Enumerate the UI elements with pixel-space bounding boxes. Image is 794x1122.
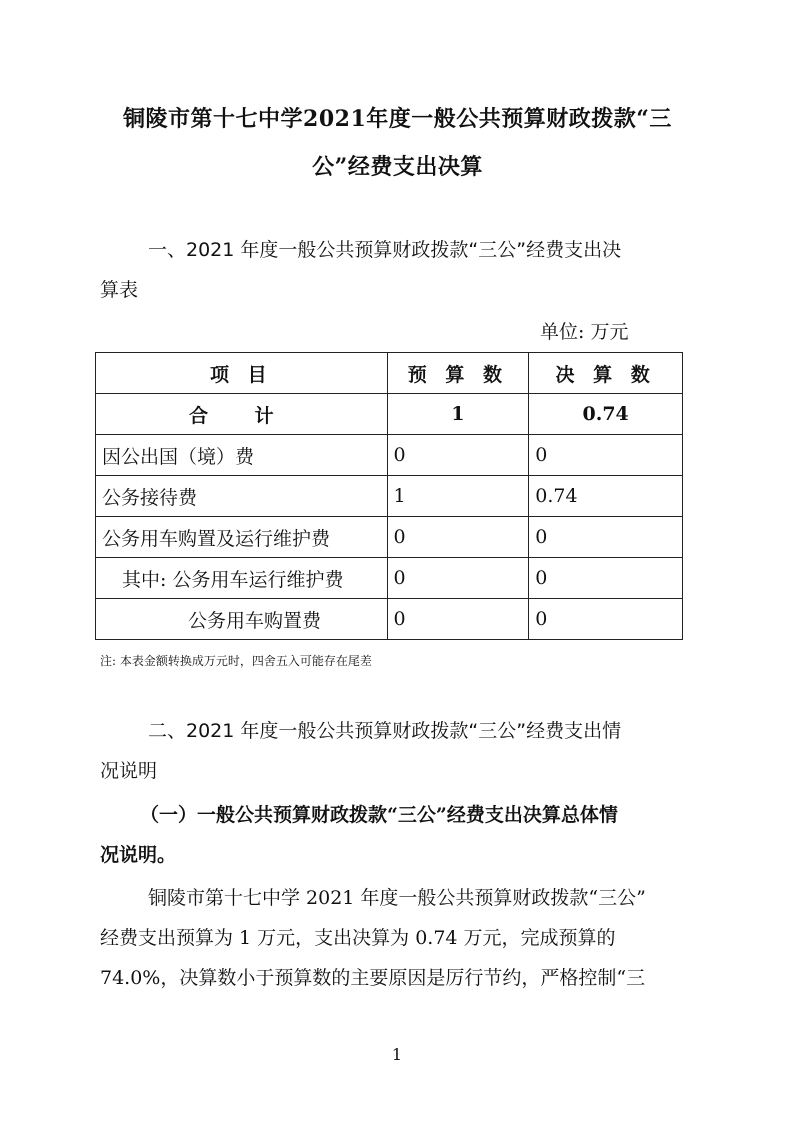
row-label: 公务用车购置及运行维护费 xyxy=(96,517,388,558)
row-actual: 0 xyxy=(529,599,683,640)
paragraph-1-line-3: 74.0%，决算数小于预算数的主要原因是厉行节约，严格控制“三 xyxy=(100,967,646,989)
section-1-heading xyxy=(100,230,700,310)
subsection-1-heading-line-1: （一）一般公共预算财政拨款“三公”经费支出决算总体情 xyxy=(140,804,618,826)
total-budget: 1 xyxy=(387,394,529,435)
table-note: 注: 本表金额转换成万元时，四舍五入可能存在尾差 xyxy=(100,654,372,668)
section-1-heading-line-1: 一、2021 年度一般公共预算财政拨款“三公”经费支出决 xyxy=(148,239,622,261)
row-label: 其中: 公务用车运行维护费 xyxy=(96,558,388,599)
table-total-row xyxy=(96,394,683,435)
header-actual: 决 算 数 xyxy=(529,353,683,394)
title-line-1: 铜陵市第十七中学2021年度一般公共预算财政拨款“三 xyxy=(123,106,672,132)
section-1-heading-line-2: 算表 xyxy=(100,279,139,301)
paragraph-1 xyxy=(100,878,700,998)
unit-label: 单位: 万元 xyxy=(540,321,629,343)
table-row xyxy=(96,558,683,599)
row-actual: 0 xyxy=(529,435,683,476)
subsection-1-heading-line-2: 况说明。 xyxy=(100,844,177,866)
header-item: 项 目 xyxy=(96,353,388,394)
row-actual: 0 xyxy=(529,517,683,558)
paragraph-1-line-1: 铜陵市第十七中学 2021 年度一般公共预算财政拨款“三公” xyxy=(148,887,646,909)
total-label: 合 计 xyxy=(96,394,388,435)
row-budget: 0 xyxy=(387,558,529,599)
table-row xyxy=(96,517,683,558)
row-label: 因公出国（境）费 xyxy=(96,435,388,476)
subsection-1-heading xyxy=(100,795,700,875)
row-label: 公务接待费 xyxy=(96,476,388,517)
table-row xyxy=(96,476,683,517)
table-row xyxy=(96,435,683,476)
paragraph-1-line-2: 经费支出预算为 1 万元，支出决算为 0.74 万元，完成预算的 xyxy=(100,927,616,949)
document-title xyxy=(95,95,700,191)
row-label: 公务用车购置费 xyxy=(96,599,388,640)
header-budget: 预 算 数 xyxy=(387,353,529,394)
section-2-heading xyxy=(100,711,700,791)
row-actual: 0 xyxy=(529,558,683,599)
table-header-row xyxy=(96,353,683,394)
row-budget: 0 xyxy=(387,435,529,476)
row-budget: 0 xyxy=(387,517,529,558)
table-row xyxy=(96,599,683,640)
total-actual: 0.74 xyxy=(529,394,683,435)
row-actual: 0.74 xyxy=(529,476,683,517)
three-public-expenses-table xyxy=(95,352,683,640)
section-2-heading-line-1: 二、2021 年度一般公共预算财政拨款“三公”经费支出情 xyxy=(148,720,622,742)
row-budget: 1 xyxy=(387,476,529,517)
row-budget: 0 xyxy=(387,599,529,640)
title-line-2: 公”经费支出决算 xyxy=(312,154,483,180)
page-number: 1 xyxy=(391,1045,403,1064)
section-2-heading-line-2: 况说明 xyxy=(100,760,158,782)
